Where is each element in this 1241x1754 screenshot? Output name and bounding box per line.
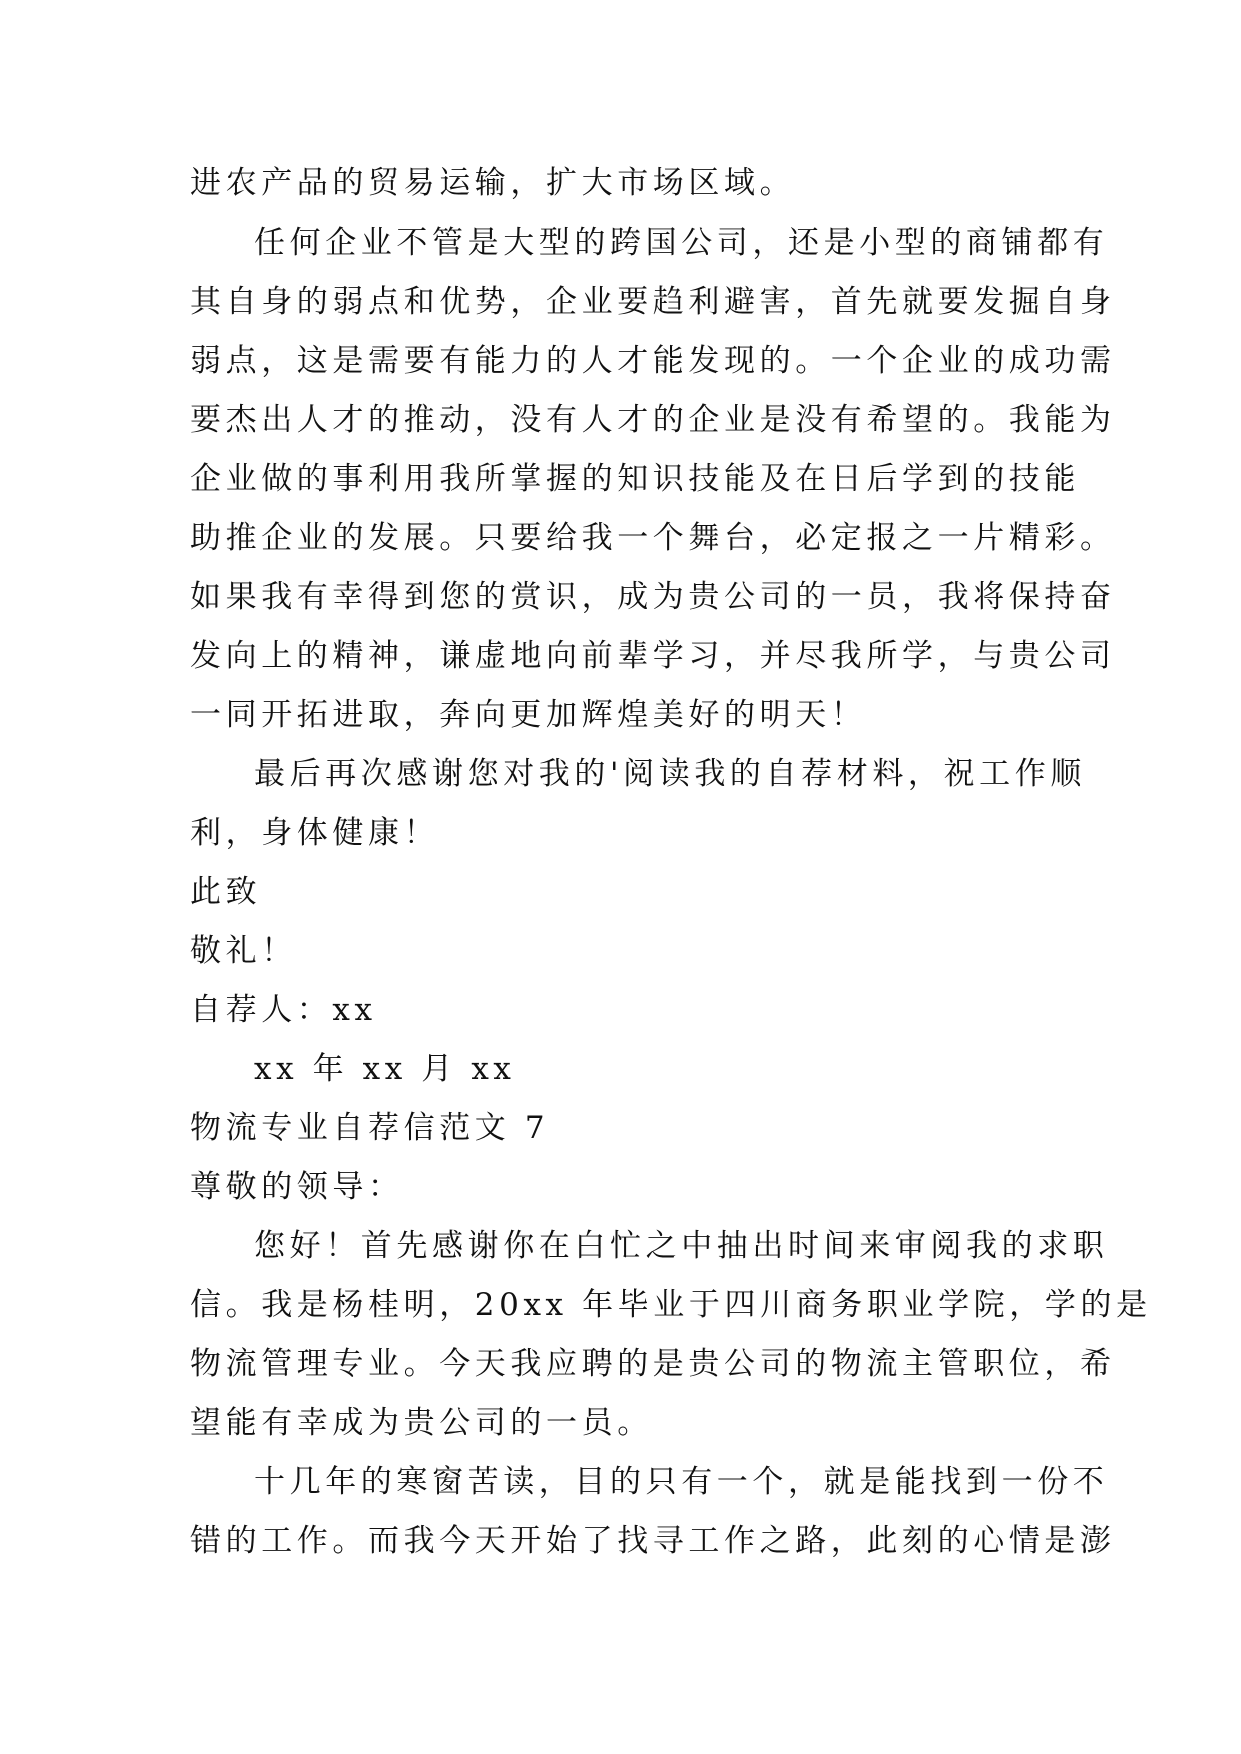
text-line: 其自身的弱点和优势，企业要趋利避害，首先就要发掘自身 bbox=[190, 284, 1116, 320]
text-line: 利，身体健康！ bbox=[190, 815, 440, 851]
section-heading: 物流专业自荐信范文 7 bbox=[190, 1110, 550, 1146]
paragraph-start: 十几年的寒窗苦读，目的只有一个，就是能找到一份不 bbox=[254, 1464, 1109, 1500]
text-line: 一同开拓进取，奔向更加辉煌美好的明天！ bbox=[190, 697, 867, 733]
signature-name: 自荐人：xx bbox=[190, 992, 377, 1028]
closing-regards: 敬礼！ bbox=[190, 933, 297, 969]
text-line: 如果我有幸得到您的赏识，成为贵公司的一员，我将保持奋 bbox=[190, 579, 1116, 615]
text-line: 助推企业的发展。只要给我一个舞台，必定报之一片精彩。 bbox=[190, 520, 1116, 556]
text-line: 望能有幸成为贵公司的一员。 bbox=[190, 1405, 653, 1441]
paragraph-start: 您好！首先感谢你在白忙之中抽出时间来审阅我的求职 bbox=[254, 1228, 1109, 1264]
letter-salutation: 尊敬的领导： bbox=[190, 1169, 404, 1205]
text-line: 信。我是杨桂明，20xx 年毕业于四川商务职业学院，学的是 bbox=[190, 1287, 1152, 1323]
text-line: 企业做的事利用我所掌握的知识技能及在日后学到的技能 bbox=[190, 461, 1080, 497]
text-line: 错的工作。而我今天开始了找寻工作之路，此刻的心情是澎 bbox=[190, 1523, 1116, 1559]
closing-salutation: 此致 bbox=[190, 874, 262, 910]
text-line: 物流管理专业。今天我应聘的是贵公司的物流主管职位，希 bbox=[190, 1346, 1116, 1382]
paragraph-start: 最后再次感谢您对我的'阅读我的自荐材料，祝工作顺 bbox=[254, 756, 1086, 792]
text-line: 发向上的精神，谦虚地向前辈学习，并尽我所学，与贵公司 bbox=[190, 638, 1116, 674]
paragraph-start: 任何企业不管是大型的跨国公司，还是小型的商铺都有 bbox=[254, 225, 1109, 261]
text-line: 要杰出人才的推动，没有人才的企业是没有希望的。我能为 bbox=[190, 402, 1116, 438]
text-line: 弱点，这是需要有能力的人才能发现的。一个企业的成功需 bbox=[190, 343, 1116, 379]
text-line: 进农产品的贸易运输，扩大市场区域。 bbox=[190, 165, 796, 201]
signature-date: xx 年 xx 月 xx bbox=[254, 1051, 516, 1087]
